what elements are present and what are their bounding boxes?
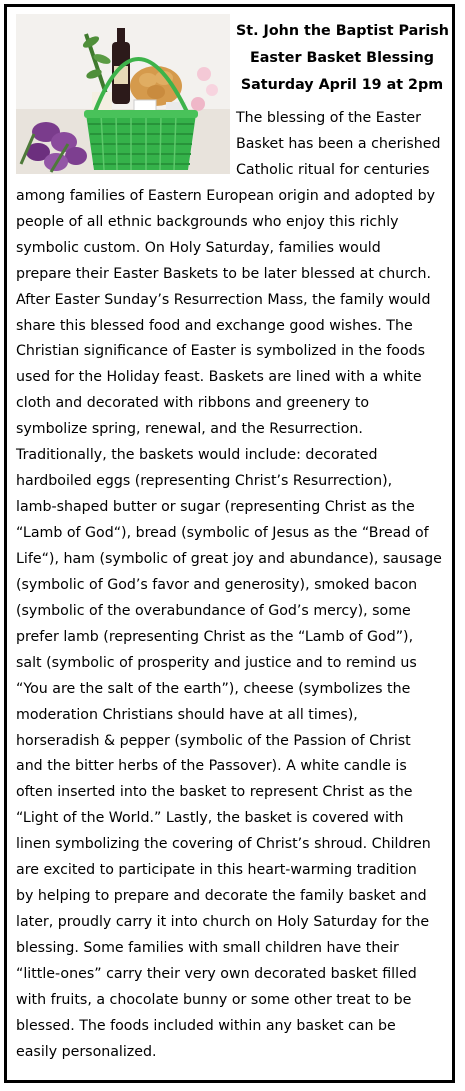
article-body xyxy=(16,106,448,1066)
article-line: often inserted into the basket to represent Christ as the xyxy=(16,784,413,801)
article-line: Christian significance of Easter is symbolized in the foods xyxy=(16,343,426,360)
article-line: (symbolic of God’s favor and generosity), smoked bacon xyxy=(16,576,418,593)
event-heading xyxy=(236,18,448,99)
article-line: blessed. The foods included within any basket can be xyxy=(16,1017,396,1034)
article-line: and the bitter herbs of the Passover). A white candle is xyxy=(16,758,407,775)
article-line: “Lamb of God“), bread (symbolic of Jesus as the “Bread of xyxy=(16,525,429,541)
article-line: The blessing of the Easter xyxy=(236,110,421,126)
article-line: symbolize spring, renewal, and the Resurrection. xyxy=(16,421,363,438)
article-line: are excited to participate in this heart-warming tradition xyxy=(16,862,417,879)
article-line: horseradish & pepper (symbolic of the Passion of Christ xyxy=(16,732,411,749)
article-line: cloth and decorated with ribbons and greenery to xyxy=(16,395,370,412)
article-line: Traditionally, the baskets would include: decorated xyxy=(16,447,378,464)
article-line: prepare their Easter Baskets to be later blessed at church. xyxy=(16,265,432,282)
article-line: later, proudly carry it into church on Holy Saturday for the xyxy=(16,914,430,931)
event-date: Saturday April 19 at 2pm xyxy=(240,77,444,93)
article-line: symbolic custom. On Holy Saturday, families would xyxy=(16,239,381,256)
article-line: with fruits, a chocolate bunny or some other treat to be xyxy=(16,991,412,1008)
article-line: prefer lamb (representing Christ as the “Lamb of God”), xyxy=(16,628,414,645)
article-line: moderation Christians should have at all times), xyxy=(16,706,358,723)
article-line: among families of Eastern European origin and adopted by xyxy=(16,187,436,204)
article-line: Basket has been a cherished xyxy=(236,135,441,152)
article-line: blessing. Some families with small children have their xyxy=(16,940,399,956)
article-line: lamb-shaped butter or sugar (representing Christ as the xyxy=(16,499,415,516)
article-line: people of all ethnic backgrounds who enjoy this richly xyxy=(16,213,399,230)
article-line: salt (symbolic of prosperity and justice and to remind us xyxy=(16,654,417,671)
article-line: After Easter Sunday’s Resurrection Mass, the family would xyxy=(16,291,431,308)
article-line: (symbolic of the overabundance of God’s mercy), some xyxy=(16,602,411,619)
article-line: easily personalized. xyxy=(16,1043,157,1060)
article-line: “You are the salt of the earth”), cheese (symbolizes the xyxy=(16,680,411,697)
article-line: hardboiled eggs (representing Christ’s Resurrection), xyxy=(16,473,393,490)
article-line: by helping to prepare and decorate the family basket and xyxy=(16,888,427,905)
article-line: Life“), ham (symbolic of great joy and abundance), sausage xyxy=(16,550,442,567)
article-line: “little-ones” carry their very own decorated basket filled xyxy=(16,965,417,982)
article-line: used for the Holiday feast. Baskets are lined with a white xyxy=(16,369,422,386)
event-title: Easter Basket Blessing xyxy=(250,50,434,66)
article-line: linen symbolizing the covering of Christ’s shroud. Children xyxy=(16,836,431,853)
article-line: share this blessed food and exchange good wishes. The xyxy=(16,317,413,334)
parish-name: St. John the Baptist Parish xyxy=(236,23,449,39)
article-line: Catholic ritual for centuries xyxy=(236,161,430,178)
article-line: “Light of the World.” Lastly, the basket is covered with xyxy=(16,810,404,827)
